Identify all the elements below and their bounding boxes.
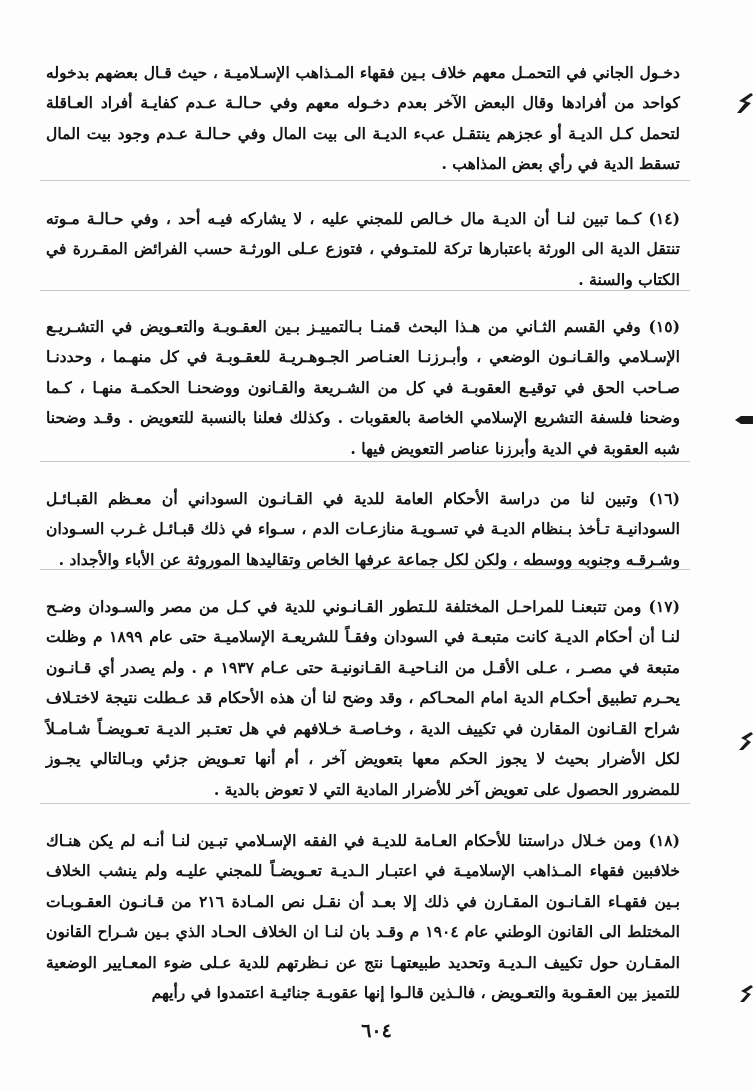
paragraph-14: (١٤) كـما تبين لنـا أن الديـة مال خـالص للمجني عليه ، لا يشاركه فيـه أحد ، وفي حـالـة مـوته تنتقل الدية الى الورثة باعتبارها تركة للمتـوفي ، فتوزع عـلى الورثـة حسب الفرائض المقـررة في الكتاب والسنة . xyxy=(46,208,680,289)
page-number: ٦٠٤ xyxy=(361,1020,392,1042)
binding-mark-icon xyxy=(731,90,753,116)
paragraph-divider xyxy=(40,290,690,291)
binding-mark-icon xyxy=(731,980,753,1006)
paragraph-continuation: دخـول الجاني في التحمـل معهم خلاف بـين فقهاء المـذاهب الإسـلاميـة ، حيث قـال بعضهم بدخوله كواحد من أفرادها وقال البعض الآخر بعدم دخـوله معهم وفي حـالـة عـدم كفايـة أفراد العـاقلة لتحمل كـل الديـة أو عجزهم ينتقـل عبء الديـة الى بيت المال وفي حـالـة عـدم وجود بيت المال تسقط الدية في رأي بعض المذاهب . xyxy=(46,62,680,174)
paragraph-16: (١٦) وتبين لنا من دراسة الأحكام العامة للدية في القـانـون السوداني أن معـظم القبـائـل السودانيـة تـأخذ بـنظام الديـة في تسـويـة منازعـات الدم ، سـواء في ذلك قبـائـل غـرب السـودان وشـرقـه وجنوبه ووسطه ، ولكن لكل جماعة عرفها الخاص وتقاليدها الموروثة عن الأباء والأجداد . xyxy=(46,488,680,569)
paragraph-divider xyxy=(40,803,690,804)
paragraph-divider xyxy=(40,461,690,462)
paragraph-15: (١٥) وفي القسم الثـاني من هـذا البحث قمنـا بـالتمييـز بـين العقـوبـة والتعـويض في التشـريـع الإسـلامي والقـانـون الوضعي ، وأبـرزنـا العنـاصر الجـوهـريـة للعقـوبـة في كل منهـما ، وحددنـا صـاحب الحق في توقيـع العقوبـة في كل من الشـريعة والقـانون ووضحنـا الحكمـة منهـا ، كـما وضحنا فلسفة التشريع الإسلامي الخاصة بالعقوبات . وكذلك فعلنا بالنسبة للتعويض . وقـد وضحنا شبه العقوبة في الدية وأبرزنا عناصر التعويض فيها . xyxy=(46,316,680,458)
paragraph-17: (١٧) ومن تتبعنـا للمراحـل المختلفة للـتطور القـانـوني للدية في كـل من مصر والسـودان وضـح لنـا أن أحكام الديـة كانت متبعـة في السودان وفقـاً للشريعـة الإسلاميـة حتى عام ١٨٩٩ م وظلت متبعة في مصـر ، عـلى الأقـل من النـاحيـة القـانونيـة حتى عـام ١٩٣٧ م . ولم يصدر أي قـانـون يحـرم تطبيق أحكـام الدية امام المحـاكم ، وقد وضح لنا أن هذه الأحكام قد عـطلت نتيجة لاختـلاف شراح القـانون المقارن في تكييف الدية ، وخـاصـة خـلافهم في هل تعتـبر الديـة تعـويضـاً شـامـلاً لكل الأضرار بحيث لا يجوز الحكم معها بتعويض آخر ، أم أنها تعـويض جزئي وبـالتالي يجـوز للمضرور الحصول على تعويض آخر للأضرار المادية التي لا تعوض بالدية . xyxy=(46,596,680,799)
paragraph-divider xyxy=(40,569,690,570)
binding-mark-icon xyxy=(731,408,753,434)
binding-mark-icon xyxy=(731,728,753,754)
paragraph-18: (١٨) ومن خـلال دراستنا للأحكام العـامة للديـة في الفقه الإسـلامي تبـين لنـا أنـه لم يكن هنـاك خلافبين فقهاء المـذاهب الإسلاميـة في اعتبـار الـديـة تعـويضـاً للمجني عليـه ولم ينشب الخلاف بـين فقهـاء القـانـون المقـارن في ذلك إلا بعـد أن نقـل نص المـادة ٢١٦ من قـانـون العقـوبـات المختلط الى القانون الوطني عام ١٩٠٤ م وقـد بان لنـا ان الخلاف الحـاد الذي بـين شـراح القانون المقـارن حول تكييف الـديـة وتحديد طبيعتهـا نتج عن نـظرتهم للدية عـلى ضوء المعـايير الوضعية للتميز بين العقـوبة والتعـويض ، فالـذين قالـوا إنها عقوبـة جنائيـة اعتمدوا في رأيهم xyxy=(46,830,680,1003)
paragraph-divider xyxy=(40,180,690,181)
